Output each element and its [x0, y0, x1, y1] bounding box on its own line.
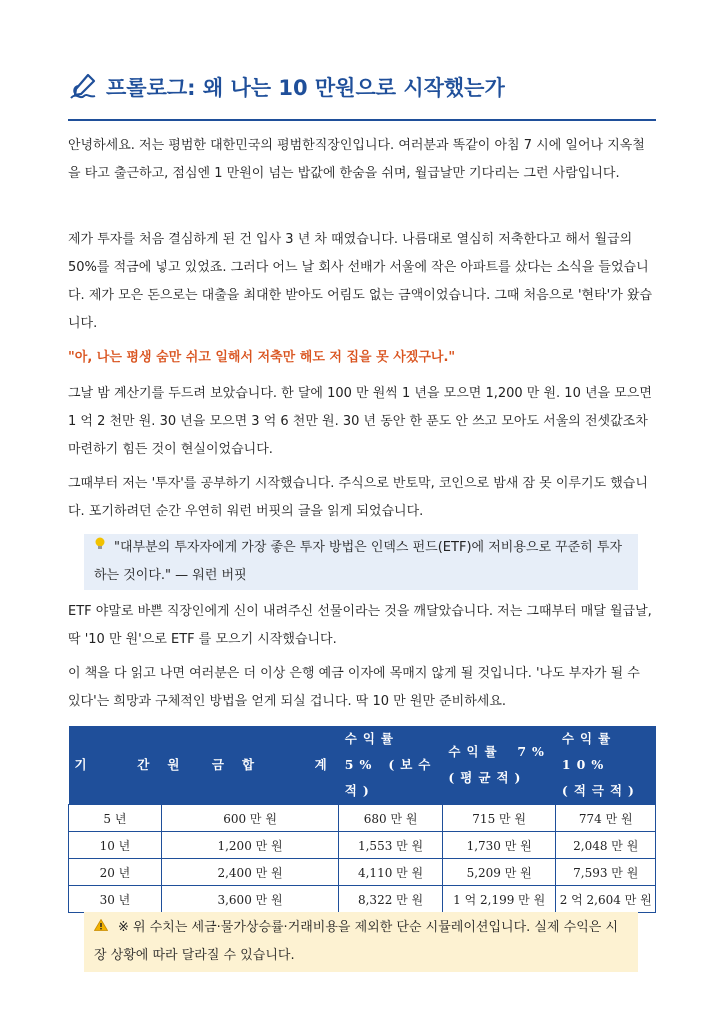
table-cell: 2,048 만 원: [556, 832, 656, 859]
table-cell: 680 만 원: [339, 805, 443, 832]
column-header: 원 금: [161, 726, 236, 805]
table-cell: 5 년: [69, 805, 162, 832]
paragraph-motivation: 제가 투자를 처음 결심하게 된 건 입사 3 년 차 때였습니다. 나름대로 열심히 저축한다고 해서 월급의 50%를 적금에 넣고 있었죠. 그러다 어느 날 회사 선배가 서울에 작은 아파트를 샀다는 소식을 들었습니다. 제가 모은 돈으로는 대출을 최대한 받아도 어림도 없는 금액이었습니다. 그때 처음으로 '현타'가 왔습니다.: [68, 232, 653, 331]
title-divider: [68, 119, 656, 121]
quote-text: "대부분의 투자자에게 가장 좋은 투자 방법은 인덱스 펀드(ETF)에 저비용으로 꾸준히 투자하는 것이다." — 워런 버핏: [94, 540, 623, 583]
column-header: 수익률 5% (보수적): [339, 726, 443, 805]
column-header: 기 간: [69, 726, 162, 805]
table-cell: 2,400 만 원: [161, 859, 338, 886]
table-cell: 2 억 2,604 만 원: [556, 886, 656, 913]
paragraph-emphasis: "아, 나는 평생 숨만 쉬고 일해서 저축만 해도 저 집을 못 사겠구나.": [68, 350, 456, 365]
title-text: 프롤로그: 왜 나는 10 만원으로 시작했는가: [106, 76, 505, 100]
table-row: [69, 832, 656, 859]
table-cell: 5,209 만 원: [442, 859, 556, 886]
paragraph-study: 그때부터 저는 '투자'를 공부하기 시작했습니다. 주식으로 반토막, 코인으로 밤새 잠 못 이루기도 했습니다. 포기하려던 순간 우연히 워런 버핏의 글을 읽게 되었습니다.: [68, 476, 648, 519]
table-cell: 3,600 만 원: [161, 886, 338, 913]
warning-icon: [94, 914, 110, 942]
table-header-row: [69, 726, 656, 805]
paragraph-closing: 이 책을 다 읽고 나면 여러분은 더 이상 은행 예금 이자에 목매지 않게 될 것입니다. '나도 부자가 될 수 있다'는 희망과 구체적인 방법을 얻게 되실 겁니다. 딱 10 만 원만 준비하세요.: [68, 666, 640, 709]
writing-hand-icon: [68, 72, 98, 102]
table-cell: 1 억 2,199 만 원: [442, 886, 556, 913]
table-cell: 1,730 만 원: [442, 832, 556, 859]
table-cell: 1,553 만 원: [339, 832, 443, 859]
table-cell: 20 년: [69, 859, 162, 886]
table-cell: 7,593 만 원: [556, 859, 656, 886]
disclaimer-box: [84, 912, 638, 972]
table-cell: 600 만 원: [161, 805, 338, 832]
lightbulb-icon: [94, 534, 108, 562]
table-cell: 774 만 원: [556, 805, 656, 832]
disclaimer-text: ※ 위 수치는 세금·물가상승률·거래비용을 제외한 단순 시뮬레이션입니다. 실제 수익은 시장 상황에 따라 달라질 수 있습니다.: [94, 920, 619, 963]
page-title: [68, 72, 656, 102]
paragraph-calculation: 그날 밤 계산기를 두드려 보았습니다. 한 달에 100 만 원씩 1 년을 모으면 1,200 만 원. 10 년을 모으면 1 억 2 천만 원. 30 년을 모으면 3 억 6 천만 원. 30 년 동안 한 푼도 안 쓰고 모아도 서울의 전셋값조차 마련하기 힘든 것이 현실이었습니다.: [68, 386, 652, 457]
paragraph-intro: 안녕하세요. 저는 평범한 대한민국의 평범한직장인입니다. 여러분과 똑같이 아침 7 시에 일어나 지옥철을 타고 출근하고, 점심엔 1 만원이 넘는 밥값에 한숨을 쉬며, 월급날만 기다리는 그런 사람입니다.: [68, 138, 645, 181]
table-row: [69, 805, 656, 832]
column-header: 수익률 10% (적극적): [556, 726, 656, 805]
returns-table: [68, 726, 656, 913]
table-cell: 715 만 원: [442, 805, 556, 832]
table-cell: 1,200 만 원: [161, 832, 338, 859]
table-row: [69, 859, 656, 886]
column-header: 수익률 7% (평균적): [442, 726, 556, 805]
paragraph-etf: ETF 야말로 바쁜 직장인에게 신이 내려주신 선물이라는 것을 깨달았습니다. 저는 그때부터 매달 월급날, 딱 '10 만 원'으로 ETF 를 모으기 시작했습니다.: [68, 604, 652, 647]
buffett-quote: [84, 534, 638, 590]
table-cell: 8,322 만 원: [339, 886, 443, 913]
table-cell: 10 년: [69, 832, 162, 859]
table-cell: 30 년: [69, 886, 162, 913]
column-header: 합 계: [236, 726, 339, 805]
table-cell: 4,110 만 원: [339, 859, 443, 886]
table-row: [69, 886, 656, 913]
